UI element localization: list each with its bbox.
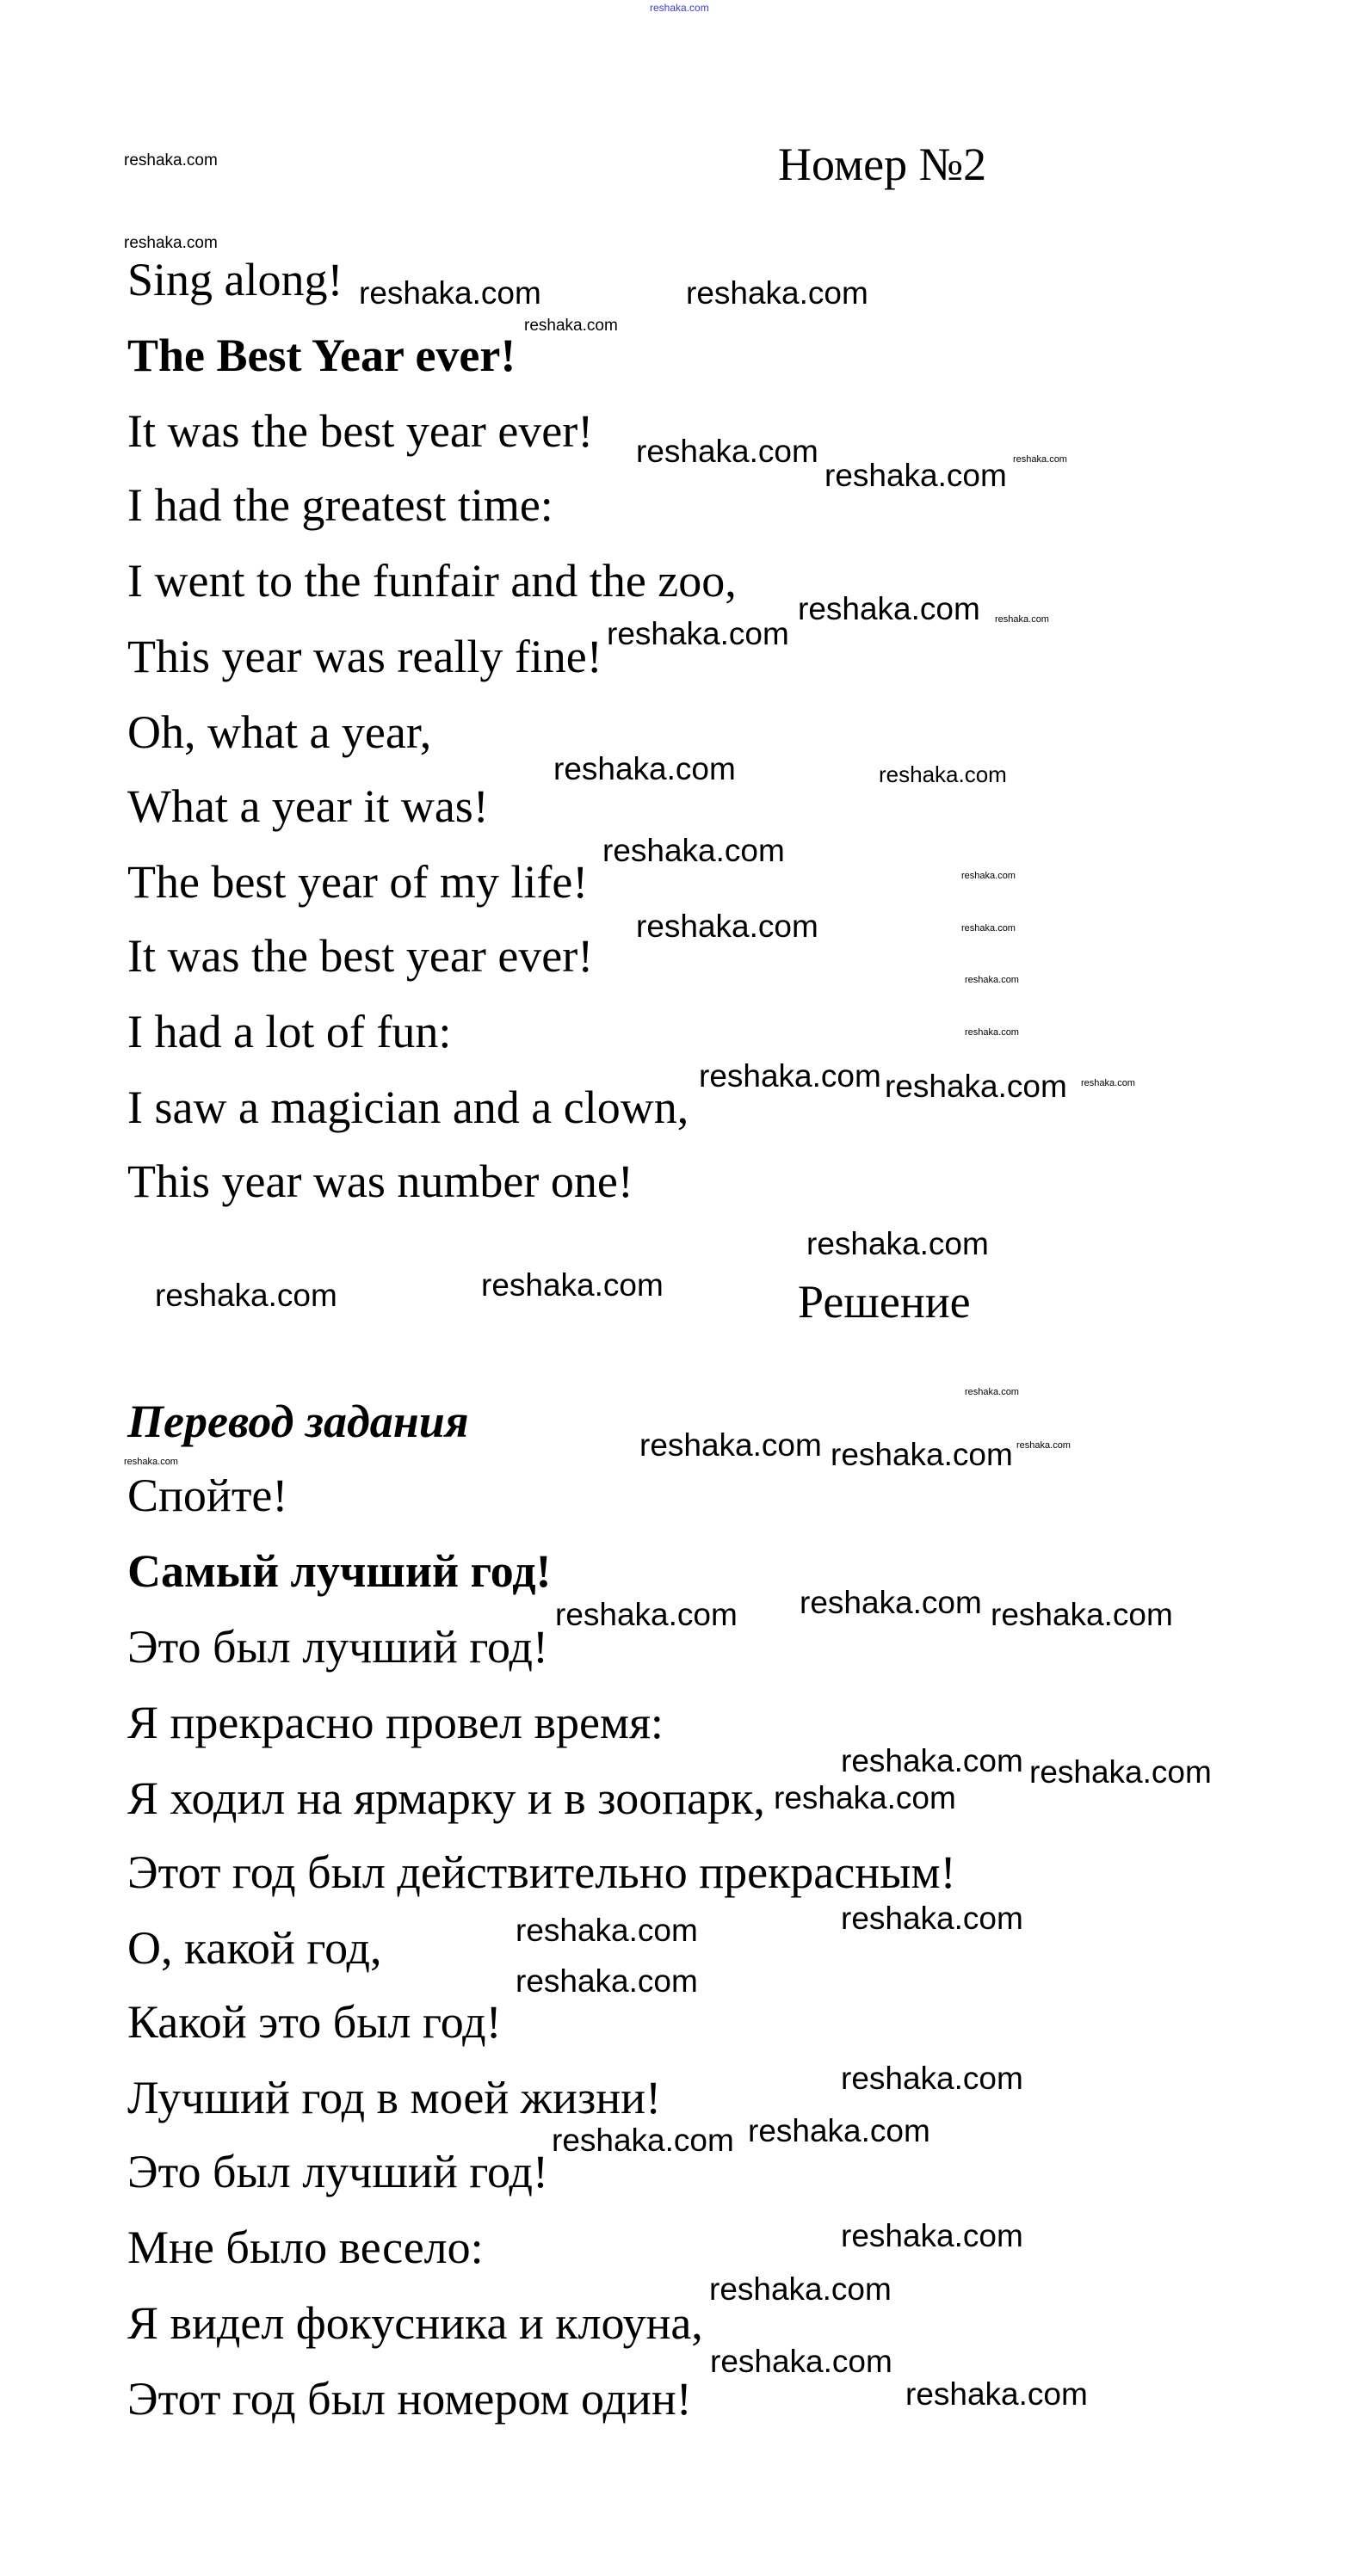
translation-line: Я ходил на ярмарку и в зоопарк,	[127, 1772, 765, 1824]
english-intro: Sing along!	[127, 254, 343, 305]
watermark: reshaka.com	[1081, 1078, 1135, 1088]
watermark: reshaka.com	[905, 2376, 1088, 2412]
watermark: reshaka.com	[995, 614, 1049, 625]
watermark: reshaka.com	[124, 1457, 178, 1467]
translation-title: Самый лучший год!	[127, 1545, 552, 1597]
watermark: reshaka.com	[636, 909, 818, 944]
translation-intro: Спойте!	[127, 1470, 288, 1521]
watermark: reshaka.com	[965, 1387, 1019, 1397]
watermark: reshaka.com	[748, 2113, 930, 2148]
song-line: What a year it was!	[127, 780, 489, 832]
watermark: reshaka.com	[885, 1069, 1067, 1104]
watermark: reshaka.com	[607, 616, 789, 651]
translation-line: Это был лучший год!	[127, 2146, 548, 2197]
translation-line: Я прекрасно провел время:	[127, 1697, 664, 1748]
watermark: reshaka.com	[555, 1597, 738, 1632]
song-line: Oh, what a year,	[127, 706, 432, 758]
song-line: I went to the funfair and the zoo,	[127, 555, 737, 607]
watermark: reshaka.com	[1016, 1440, 1071, 1451]
watermark: reshaka.com	[1029, 1754, 1212, 1790]
song-title: The Best Year ever!	[127, 330, 516, 381]
watermark: reshaka.com	[841, 2218, 1023, 2253]
watermark: reshaka.com	[359, 275, 541, 311]
watermark: reshaka.com	[879, 761, 1007, 787]
song-line: This year was really fine!	[127, 631, 602, 682]
watermark: reshaka.com	[524, 317, 618, 335]
translation-line: Мне было весело:	[127, 2222, 484, 2273]
watermark: reshaka.com	[841, 1743, 1023, 1778]
song-line: It was the best year ever!	[127, 930, 594, 982]
song-line: It was the best year ever!	[127, 405, 594, 457]
watermark: reshaka.com	[965, 975, 1019, 985]
translation-line: Это был лучший год!	[127, 1621, 548, 1673]
watermark: reshaka.com	[831, 1437, 1013, 1472]
watermark: reshaka.com	[991, 1597, 1173, 1632]
translation-line: Я видел фокусника и клоуна,	[127, 2297, 703, 2349]
watermark: reshaka.com	[798, 591, 980, 626]
translation-heading: Перевод задания	[127, 1396, 469, 1447]
watermark: reshaka.com	[155, 1278, 337, 1313]
watermark: reshaka.com	[686, 275, 868, 311]
song-line: This year was number one!	[127, 1156, 633, 1207]
watermark: reshaka.com	[1013, 454, 1067, 465]
song-line: The best year of my life!	[127, 856, 589, 908]
translation-line: Какой это был год!	[127, 1996, 502, 2048]
watermark: reshaka.com	[124, 151, 218, 169]
watermark: reshaka.com	[961, 871, 1016, 881]
watermark: reshaka.com	[552, 2123, 734, 2158]
watermark: reshaka.com	[602, 833, 785, 868]
watermark: reshaka.com	[961, 923, 1016, 934]
watermark: reshaka.com	[636, 434, 818, 469]
song-line: I had the greatest time:	[127, 479, 553, 531]
translation-line: О, какой год,	[127, 1922, 382, 1974]
watermark: reshaka.com	[806, 1226, 989, 1261]
watermark: reshaka.com	[965, 1027, 1019, 1038]
watermark-top-link[interactable]: reshaka.com	[650, 2, 709, 14]
watermark: reshaka.com	[481, 1267, 664, 1303]
watermark: reshaka.com	[841, 2061, 1023, 2096]
watermark: reshaka.com	[709, 2271, 892, 2307]
watermark: reshaka.com	[800, 1585, 982, 1620]
song-line: I saw a magician and a clown,	[127, 1082, 689, 1133]
watermark: reshaka.com	[124, 234, 218, 252]
task-number: Номер №2	[778, 139, 987, 190]
watermark: reshaka.com	[639, 1427, 822, 1463]
watermark: reshaka.com	[710, 2344, 892, 2379]
translation-line: Этот год был действительно прекрасным!	[127, 1846, 956, 1898]
solution-label: Решение	[798, 1276, 971, 1328]
watermark: reshaka.com	[774, 1780, 956, 1815]
watermark: reshaka.com	[824, 458, 1007, 493]
watermark: reshaka.com	[516, 1913, 698, 1948]
watermark: reshaka.com	[516, 1963, 698, 1999]
watermark: reshaka.com	[699, 1058, 881, 1094]
translation-line: Лучший год в моей жизни!	[127, 2072, 662, 2123]
watermark: reshaka.com	[553, 751, 736, 786]
translation-line: Этот год был номером один!	[127, 2373, 692, 2425]
song-line: I had a lot of fun:	[127, 1006, 452, 1057]
watermark: reshaka.com	[841, 1901, 1023, 1936]
